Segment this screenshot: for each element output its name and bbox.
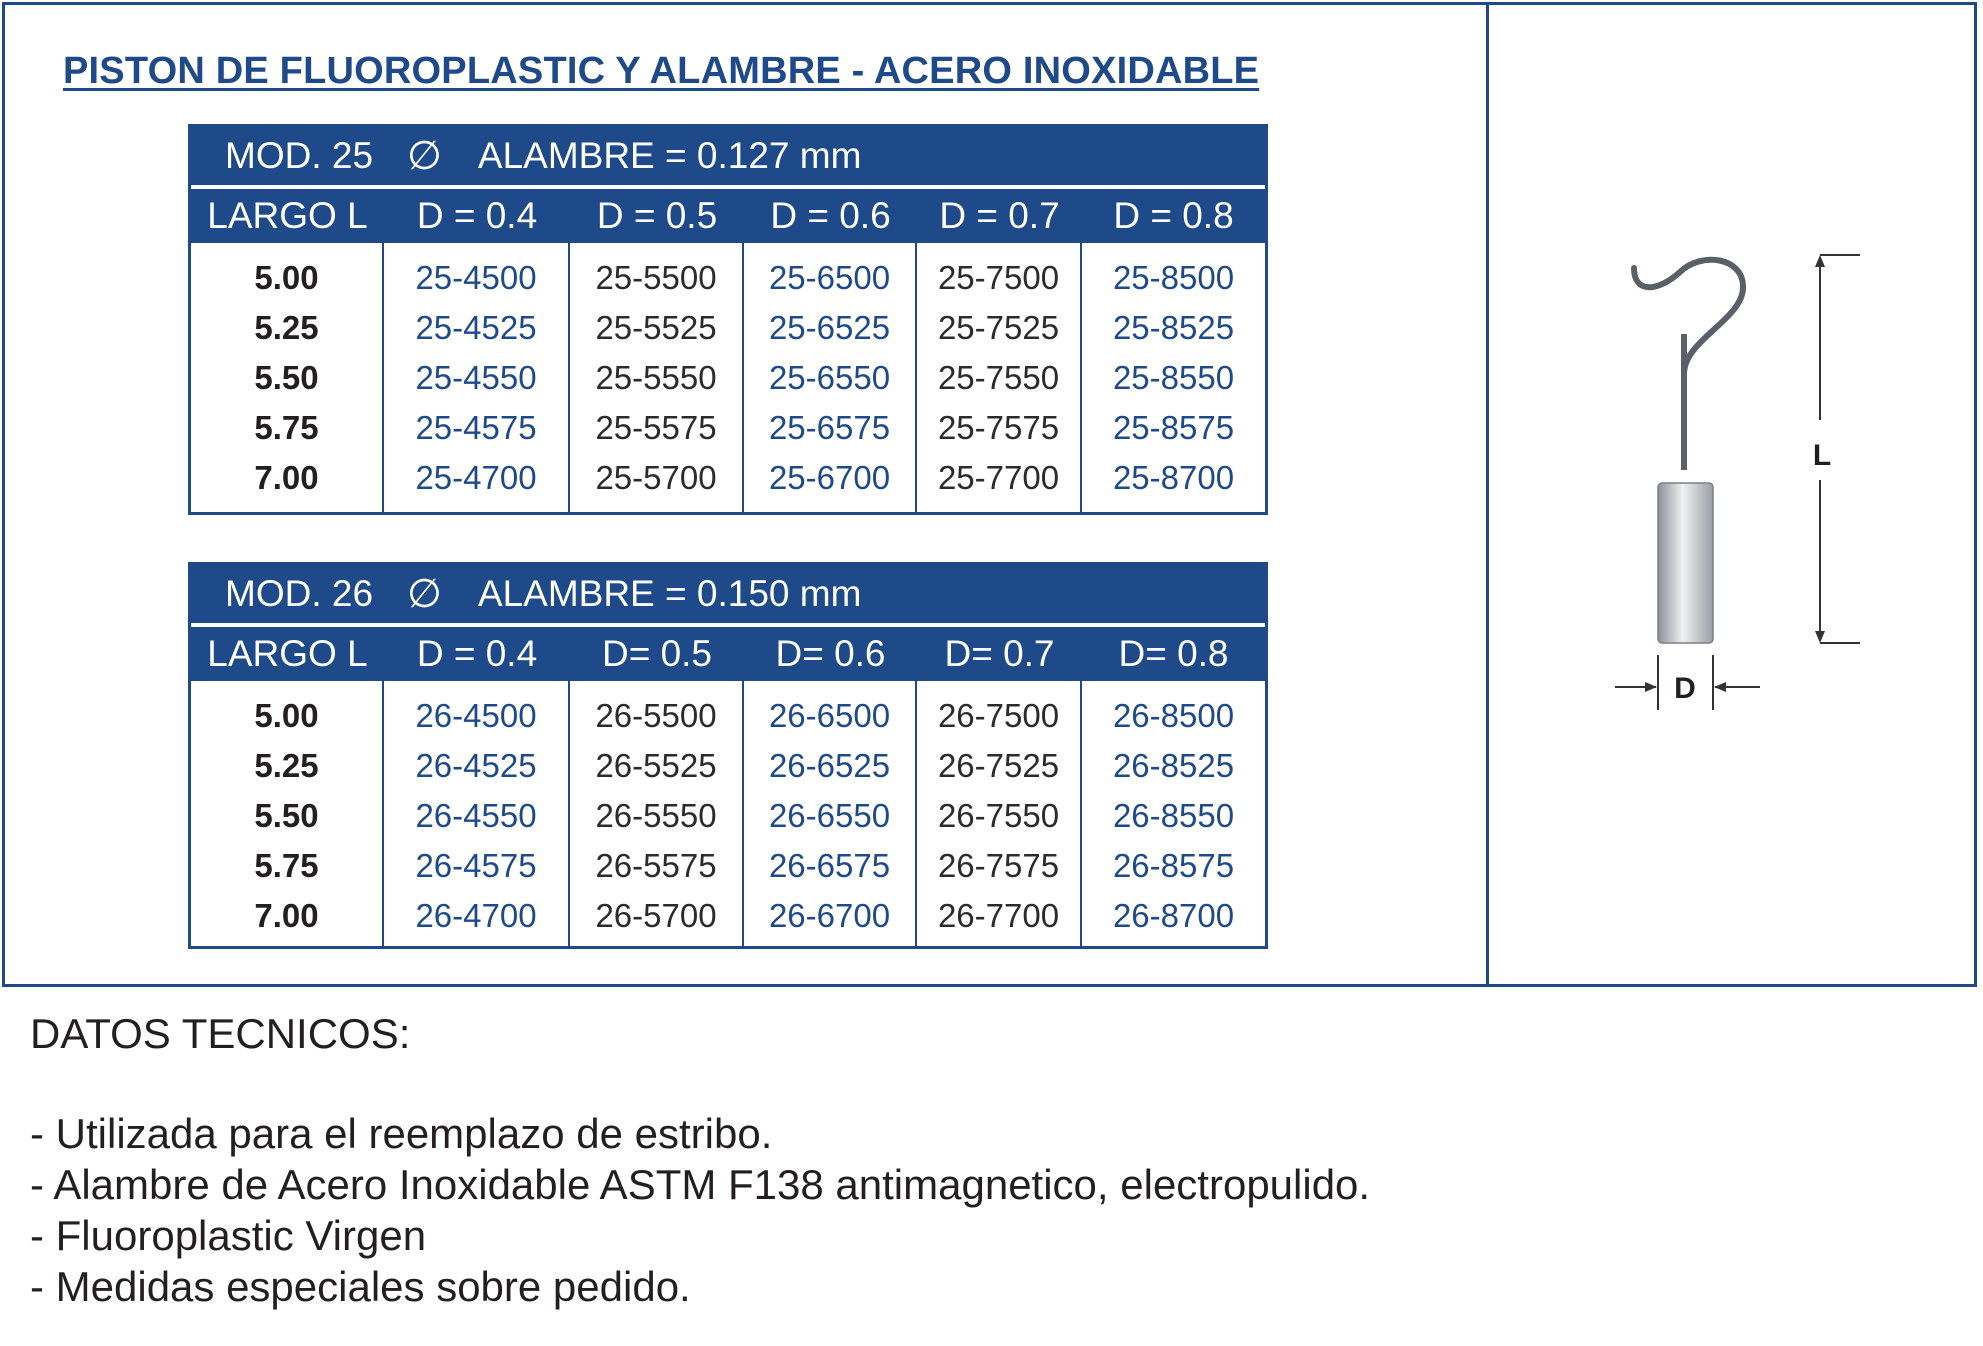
part-column-d-05 xyxy=(570,243,744,512)
header-d-04: D = 0.4 xyxy=(416,195,538,236)
header-d-04: D = 0.4 xyxy=(416,633,538,674)
table-header-row xyxy=(191,189,1265,243)
length-column xyxy=(191,681,384,946)
table-model-row xyxy=(191,565,1265,627)
table-body xyxy=(191,243,1265,512)
length-column xyxy=(191,243,384,512)
part-number-cell: 25-7525 xyxy=(937,309,1060,346)
part-number-cell: 26-8550 xyxy=(1112,797,1235,834)
part-number-cell: 25-6575 xyxy=(768,409,891,446)
part-number-cell: 26-5700 xyxy=(595,897,717,934)
part-number-cell: 26-7500 xyxy=(937,697,1060,734)
model-label: MOD. 26 xyxy=(225,573,374,614)
part-number-cell: 26-8525 xyxy=(1112,747,1235,784)
part-column-d-07 xyxy=(917,681,1082,946)
table-header-row xyxy=(191,627,1265,681)
table-mod-25 xyxy=(188,124,1268,515)
note-item: - Medidas especiales sobre pedido. xyxy=(30,1263,691,1310)
part-number-cell: 26-7575 xyxy=(937,847,1060,884)
length-cell: 5.00 xyxy=(254,259,319,296)
part-column-d-06 xyxy=(744,243,917,512)
part-number-cell: 25-4550 xyxy=(415,359,537,396)
note-item: - Utilizada para el reemplazo de estribo. xyxy=(30,1110,773,1157)
part-number-cell: 25-7575 xyxy=(937,409,1060,446)
wire-spec: ALAMBRE = 0.150 mm xyxy=(477,573,862,614)
length-cell: 5.75 xyxy=(254,409,319,446)
technical-notes xyxy=(30,1010,1370,1312)
length-cell: 7.00 xyxy=(254,459,319,496)
header-d-08: D= 0.8 xyxy=(1118,633,1229,674)
part-number-cell: 25-5575 xyxy=(595,409,717,446)
part-number-cell: 25-4575 xyxy=(415,409,537,446)
part-number-cell: 26-6700 xyxy=(768,897,891,934)
length-cell: 7.00 xyxy=(254,897,319,934)
part-number-cell: 26-4700 xyxy=(415,897,537,934)
length-cell: 5.50 xyxy=(254,797,319,834)
part-number-cell: 25-8500 xyxy=(1112,259,1235,296)
page-title: PISTON DE FLUOROPLASTIC Y ALAMBRE - ACERO INOXIDABLE xyxy=(63,50,1260,92)
part-number-cell: 26-5550 xyxy=(595,797,717,834)
part-number-cell: 26-4525 xyxy=(415,747,537,784)
part-column-d-04 xyxy=(384,681,570,946)
part-number-cell: 25-6525 xyxy=(768,309,891,346)
length-label: L xyxy=(1812,439,1832,472)
part-number-cell: 25-8700 xyxy=(1112,459,1235,496)
part-number-cell: 25-5500 xyxy=(595,259,717,296)
diameter-icon: ∅ xyxy=(407,134,442,178)
part-number-cell: 26-4550 xyxy=(415,797,537,834)
header-d-07: D = 0.7 xyxy=(939,195,1060,236)
part-number-cell: 25-5525 xyxy=(595,309,717,346)
part-column-d-06 xyxy=(744,681,917,946)
part-number-cell: 26-6550 xyxy=(768,797,891,834)
header-d-07: D= 0.7 xyxy=(944,633,1055,674)
part-number-cell: 26-5575 xyxy=(595,847,717,884)
part-number-cell: 25-6550 xyxy=(768,359,891,396)
length-cell: 5.00 xyxy=(254,697,319,734)
table-body xyxy=(191,681,1265,946)
part-column-d-08 xyxy=(1082,681,1265,946)
note-item: - Alambre de Acero Inoxidable ASTM F138 antimagnetico, electropulido. xyxy=(30,1161,1371,1208)
frame-divider xyxy=(1486,2,1489,987)
header-d-05: D = 0.5 xyxy=(596,195,718,236)
model-label: MOD. 25 xyxy=(225,135,374,176)
header-d-06: D = 0.6 xyxy=(770,195,891,236)
part-number-cell: 25-8575 xyxy=(1112,409,1235,446)
part-number-cell: 26-8575 xyxy=(1112,847,1235,884)
part-number-cell: 26-7550 xyxy=(937,797,1060,834)
part-number-cell: 25-6700 xyxy=(768,459,891,496)
length-cell: 5.25 xyxy=(254,747,319,784)
part-number-cell: 25-5550 xyxy=(595,359,717,396)
length-cell: 5.25 xyxy=(254,309,319,346)
header-length: LARGO L xyxy=(207,633,368,674)
part-number-cell: 26-7700 xyxy=(937,897,1060,934)
part-number-cell: 25-4500 xyxy=(415,259,537,296)
part-column-d-07 xyxy=(917,243,1082,512)
part-number-cell: 25-4700 xyxy=(415,459,537,496)
notes-heading: DATOS TECNICOS: xyxy=(30,1010,411,1057)
part-number-cell: 25-8550 xyxy=(1112,359,1235,396)
part-number-cell: 25-8525 xyxy=(1112,309,1235,346)
table-model-row xyxy=(191,127,1265,189)
part-number-cell: 26-8700 xyxy=(1112,897,1235,934)
header-d-05: D= 0.5 xyxy=(601,633,713,674)
piston-cylinder-icon xyxy=(1658,483,1713,643)
length-cell: 5.75 xyxy=(254,847,319,884)
part-number-cell: 26-7525 xyxy=(937,747,1060,784)
part-number-cell: 26-6525 xyxy=(768,747,891,784)
part-number-cell: 25-5700 xyxy=(595,459,717,496)
header-d-08: D = 0.8 xyxy=(1113,195,1234,236)
part-number-cell: 26-8500 xyxy=(1112,697,1235,734)
diameter-label: D xyxy=(1674,672,1696,705)
part-number-cell: 26-6575 xyxy=(768,847,891,884)
part-number-cell: 25-7700 xyxy=(937,459,1060,496)
header-d-06: D= 0.6 xyxy=(775,633,886,674)
part-column-d-08 xyxy=(1082,243,1265,512)
part-number-cell: 26-4575 xyxy=(415,847,537,884)
part-number-cell: 25-4525 xyxy=(415,309,537,346)
part-number-cell: 25-7500 xyxy=(937,259,1060,296)
part-number-cell: 26-4500 xyxy=(415,697,537,734)
length-cell: 5.50 xyxy=(254,359,319,396)
part-number-cell: 25-6500 xyxy=(768,259,891,296)
part-number-cell: 26-5500 xyxy=(595,697,717,734)
part-number-cell: 25-7550 xyxy=(937,359,1060,396)
part-column-d-05 xyxy=(570,681,744,946)
table-mod-26 xyxy=(188,562,1268,949)
piston-hook-icon xyxy=(1634,260,1743,470)
part-column-d-04 xyxy=(384,243,570,512)
part-number-cell: 26-5525 xyxy=(595,747,717,784)
part-number-cell: 26-6500 xyxy=(768,697,891,734)
wire-spec: ALAMBRE = 0.127 mm xyxy=(477,135,862,176)
diameter-icon: ∅ xyxy=(407,572,442,616)
piston-diagram xyxy=(1600,240,1960,720)
header-length: LARGO L xyxy=(207,195,368,236)
note-item: - Fluoroplastic Virgen xyxy=(30,1212,427,1259)
